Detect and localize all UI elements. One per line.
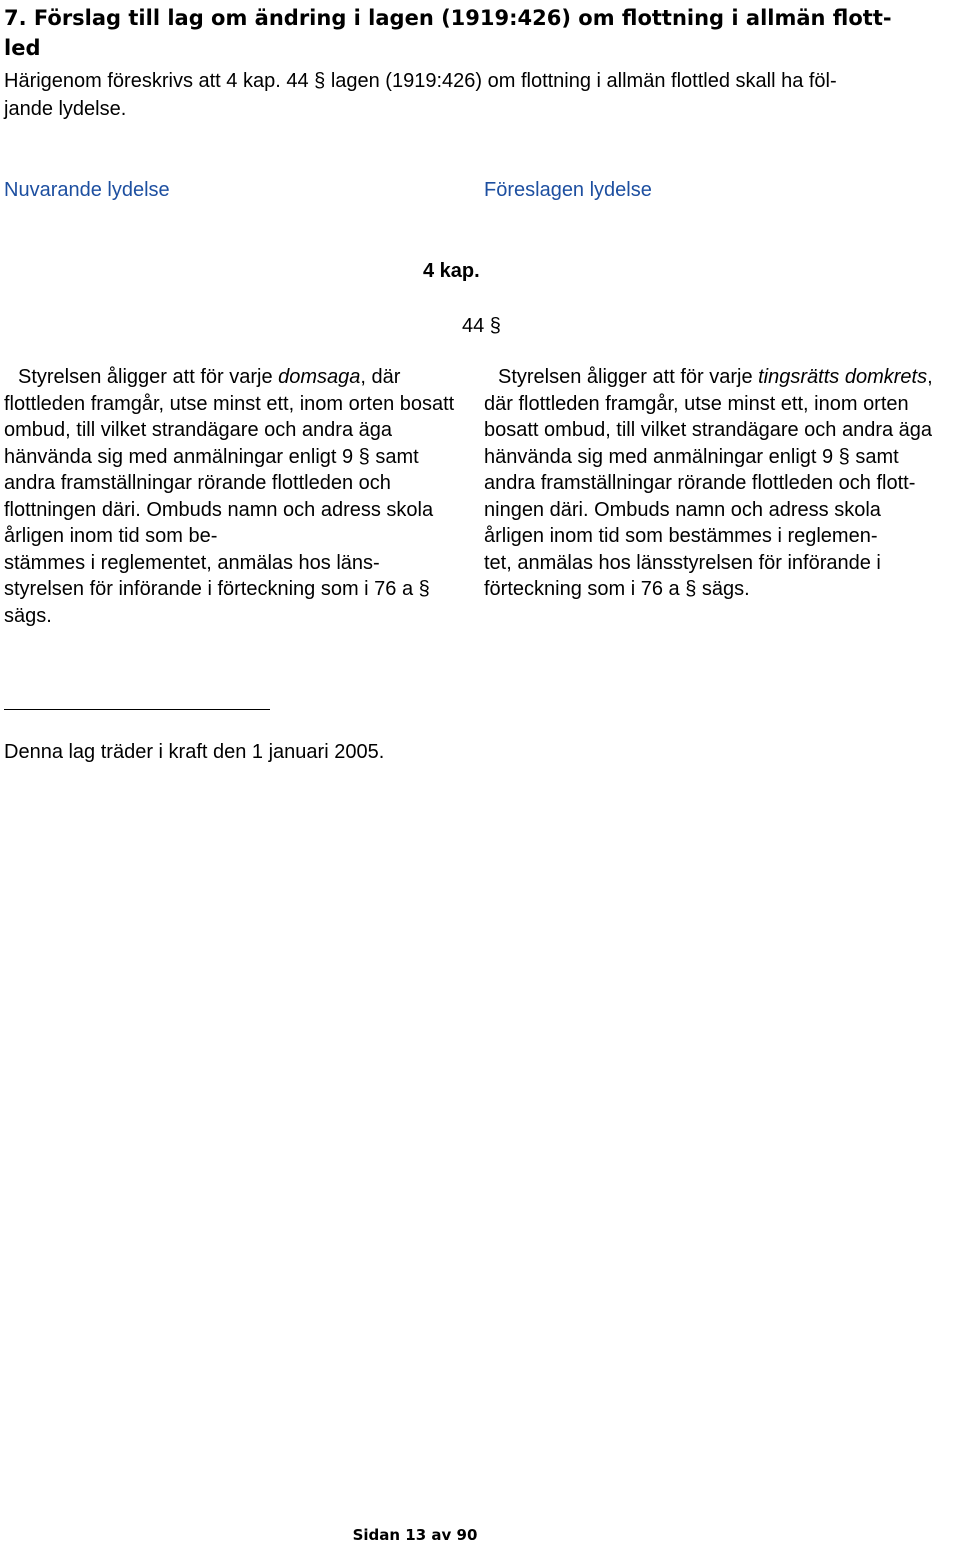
separator-rule [4, 709, 270, 710]
proposed-text-part-2: , där flottleden framgår, utse minst ett, inom orten bosatt ombud, till vilket strandägare och andra äga hänvända sig med anmälningar enligt 9 § samt andra framställningar rörande flottleden och flott- [484, 366, 933, 494]
proposed-wording-label: Föreslagen lydelse [484, 179, 652, 201]
current-text-part-2: , där flottleden framgår, utse minst ett, inom orten bosatt ombud, till vilket strandägare och andra äga hänvända sig med anmälningar enligt 9 § samt andra framställningar rörande flottleden och flottningen däri. Ombuds namn och adress skola årligen inom tid som be- [4, 366, 455, 547]
intro-line-2: jande lydelse. [4, 98, 127, 120]
heading-line-1: 7. Förslag till lag om ändring i lagen (1919:426) om flottning i allmän flott- [4, 6, 892, 30]
proposed-text-part-3: ningen däri. Ombuds namn och adress skola årligen inom tid som bestämmes i reglemen- [484, 498, 881, 547]
section-heading: 44 § [462, 315, 501, 337]
proposed-text-part-1: Styrelsen åligger att för varje [498, 366, 759, 388]
intro-line-1: Härigenom föreskrivs att 4 kap. 44 § lagen (1919:426) om flottning i allmän flottled skall ha föl- [4, 70, 837, 92]
proposed-text-emphasis: tingsrätts domkrets [758, 366, 928, 388]
document-heading [4, 3, 944, 63]
current-wording-label: Nuvarande lydelse [4, 179, 170, 201]
proposed-wording-text [484, 364, 946, 603]
intro-paragraph [4, 67, 954, 123]
page-number-footer: Sidan 13 av 90 [352, 1526, 478, 1544]
current-wording-text [4, 364, 466, 629]
current-text-part-4: styrelsen för införande i förteckning som i 76 a § sägs. [4, 578, 430, 627]
effective-date-text: Denna lag träder i kraft den 1 januari 2005. [4, 741, 385, 763]
current-text-part-3: stämmes i reglementet, anmälas hos läns- [4, 551, 380, 574]
current-text-emphasis: domsaga [278, 366, 361, 388]
proposed-text-part-4: tet, anmälas hos länsstyrelsen för införande i förteckning som i 76 a § sägs. [484, 551, 881, 600]
chapter-heading: 4 kap. [423, 260, 480, 282]
heading-line-2: led [4, 36, 41, 60]
current-text-part-1: Styrelsen åligger att för varje [18, 366, 279, 388]
